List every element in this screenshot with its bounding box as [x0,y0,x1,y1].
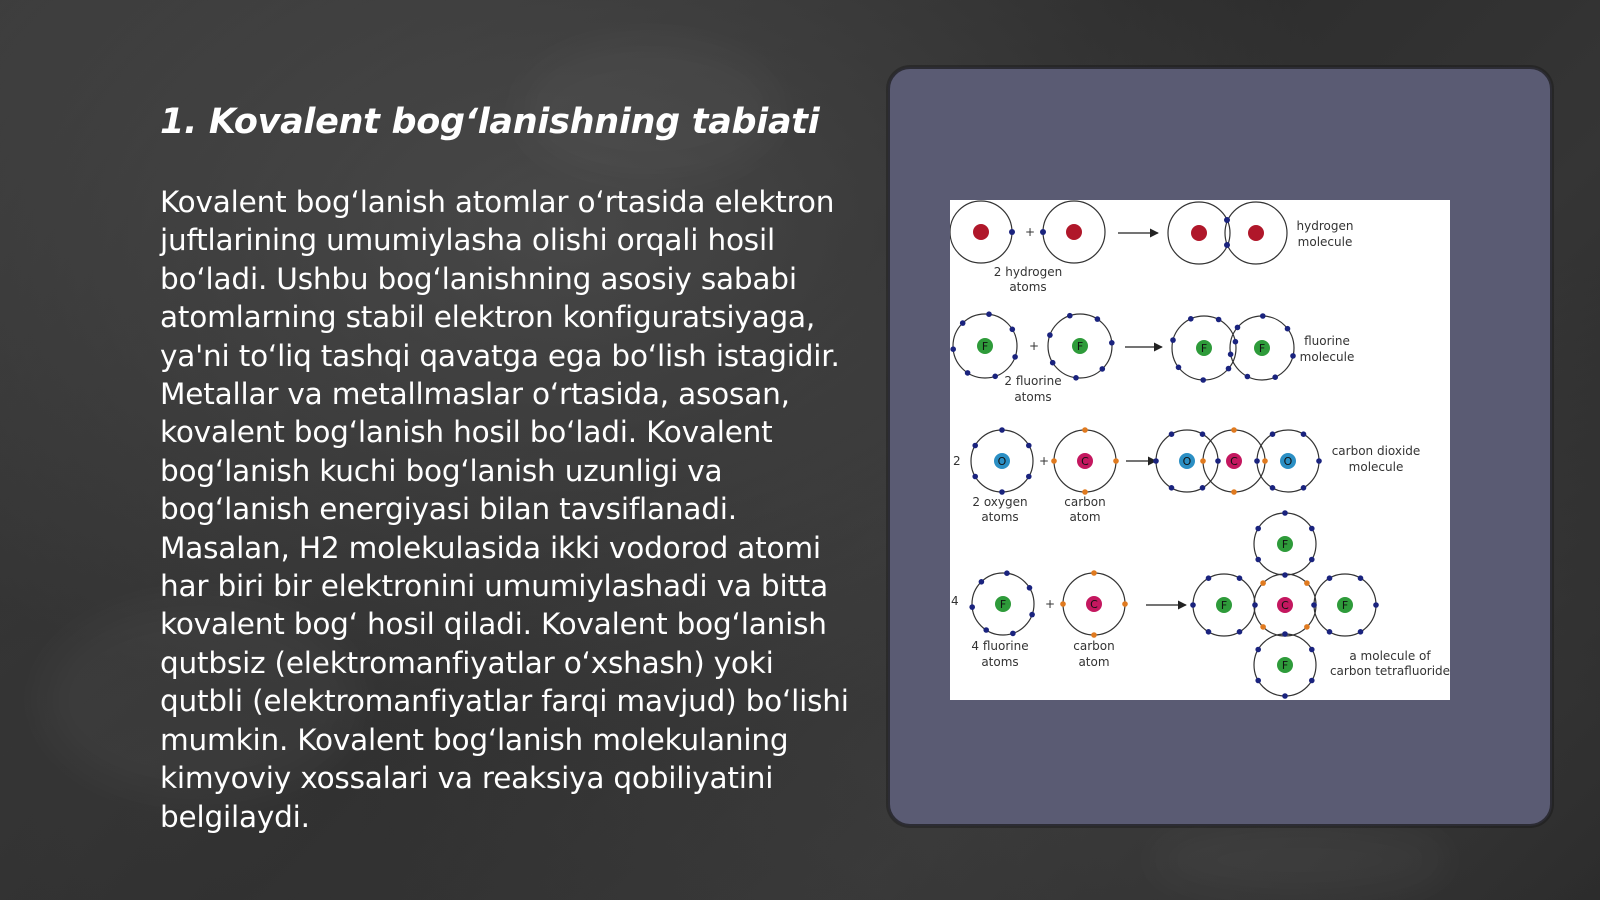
electron [1304,624,1310,630]
label-fluorine-molecule-line1: fluorine [1304,334,1350,348]
hydrogen-nucleus-1 [973,224,989,240]
electron [960,320,966,326]
electron [1113,458,1119,464]
electron [999,427,1005,433]
fluorine-symbol: F [1076,340,1084,353]
electron [1358,629,1364,635]
electron [1029,612,1035,618]
electron [1235,325,1241,331]
electron [1233,339,1239,345]
shared-electron [1224,217,1230,223]
electron [1270,431,1276,437]
fluorine-symbol: F [1200,342,1208,355]
electron [1252,602,1258,608]
electron [1200,377,1206,383]
electron [1216,317,1222,323]
electron [1073,375,1079,381]
electron [1373,602,1379,608]
electron [1082,489,1088,495]
electron [1091,632,1097,638]
row-carbon-dioxide [953,430,1420,524]
electron [1255,647,1261,653]
electron [1047,332,1053,338]
electron [979,579,985,585]
electron [1255,678,1261,684]
carbon-symbol: C [1281,599,1289,612]
electron [1301,485,1307,491]
electron [1010,631,1016,637]
label-cf4-molecule-line2: carbon tetrafluoride [1329,664,1450,678]
label-co2-molecule-line1: carbon dioxide [1331,444,1421,458]
label-fluorine-molecule-line2: molecule [1299,350,1355,364]
electron [1260,580,1266,586]
label-2-hydrogen-atoms-line2: atoms [1009,280,1047,294]
label-carbon-atom-line2: atom [1069,510,1101,524]
electron [1260,624,1266,630]
electron [1100,366,1106,372]
label-co2-molecule-line2: molecule [1348,460,1404,474]
label-4-fluorine-atoms-line2: atoms [981,655,1019,669]
coefficient-2: 2 [953,454,961,468]
electron [1188,316,1194,322]
electron [1260,313,1266,319]
electron [1245,374,1251,380]
label-2-oxygen-atoms-line2: atoms [981,510,1019,524]
electron [1316,458,1322,464]
label-carbon-atom-line1: carbon [1064,495,1106,509]
electron [1358,575,1364,581]
electron [1095,316,1101,322]
plus-sign: + [1039,454,1050,468]
fluorine-symbol: F [1281,659,1289,672]
electron [1027,585,1033,591]
electron [1228,352,1234,358]
fluorine-symbol: F [1341,599,1349,612]
electron [1282,631,1288,637]
slide-body-text: Kovalent bog‘lanish atomlar o‘rtasida elektron juftlarining umumiylasha olishi orqali hosil bo‘ladi. Ushbu bog‘lanishning asosiy sababi atomlarning stabil elektron konfiguratsiyaga, ya'ni to‘liq tashqi qavatga ega bo‘lish istagidir. Metallar va metallmaslar o‘rtasida, asosan, kovalent bog‘lanish hosil bo‘ladi. Kovalent bog‘lanish kuchi bog‘lanish uzunligi va bog‘lanish energiyasi bilan tavsiflanadi. Masalan, H2 molekulasida ikki vodorod atomi har biri bir elektronini umumiylashadi va bitta kovalent bog‘ hosil qiladi. Kovalent bog‘lanish qutbsiz (elektromanfiyatlar o‘xshash) yoki qutbli (elektromanfiyatlar farqi mavjud) bo‘lishi mumkin. Kovalent bog‘lanish molekulaning kimyoviy xossalari va reaksiya qobiliyatini belgilaydi. [160,185,849,834]
hydrogen-nucleus-2 [1066,224,1082,240]
electron [1122,601,1128,607]
electron [1051,458,1057,464]
electron [1176,365,1182,371]
electron [1309,678,1315,684]
fluorine-symbol: F [981,340,989,353]
electron [999,489,1005,495]
electron [1231,489,1237,495]
diagram-canvas [950,200,1450,700]
electron [1327,629,1333,635]
electron [1327,575,1333,581]
carbon-symbol: C [1090,598,1098,611]
electron [1190,602,1196,608]
label-cf4-molecule-line1: a molecule of [1349,649,1431,663]
electron [1169,431,1175,437]
electron [1200,485,1206,491]
row-hydrogen [950,201,1353,294]
electron [1067,313,1073,319]
fluorine-symbol: F [999,598,1007,611]
electron [1010,327,1016,333]
plus-sign: + [1025,225,1036,239]
label-hydrogen-molecule-line2: molecule [1297,235,1353,249]
label-carbon-atom-line2: atom [1078,655,1110,669]
electron [1290,353,1296,359]
electron [1091,570,1097,576]
electron [1215,458,1221,464]
label-carbon-atom-line1: carbon [1073,639,1115,653]
electron [1206,575,1212,581]
electron [1040,229,1046,235]
carbon-symbol: C [1230,455,1238,468]
electron [1050,360,1056,366]
electron [1282,693,1288,699]
electron [1262,458,1268,464]
electron [1311,602,1317,608]
electron [986,311,992,317]
electron [1226,366,1232,372]
electron [1200,458,1206,464]
label-2-fluorine-atoms-line1: 2 fluorine [1004,374,1062,388]
plus-sign: + [1029,339,1040,353]
electron [1026,474,1032,480]
electron [1231,427,1237,433]
electron [1237,629,1243,635]
oxygen-symbol: O [997,455,1007,468]
electron [1153,458,1159,464]
electron [1282,510,1288,516]
electron [1272,374,1278,380]
electron [1004,570,1010,576]
electron [1309,557,1315,563]
label-2-oxygen-atoms-line1: 2 oxygen [972,495,1028,509]
electron [1169,485,1175,491]
label-hydrogen-molecule-line1: hydrogen [1296,219,1354,233]
electron [1170,337,1176,343]
covalent-bond-diagram [950,200,1450,700]
electron [965,370,971,376]
electron [1060,601,1066,607]
slide-title: 1. Kovalent bog‘lanishning tabiati [160,102,820,142]
coefficient-4: 4 [951,594,959,608]
label-4-fluorine-atoms-line1: 4 fluorine [971,639,1029,653]
electron [1082,427,1088,433]
fluorine-symbol: F [1258,342,1266,355]
fluorine-symbol: F [1220,599,1228,612]
h2-nucleus-2 [1248,225,1264,241]
electron [1255,526,1261,532]
electron [1282,572,1288,578]
oxygen-symbol: O [1283,455,1293,468]
label-2-hydrogen-atoms-line1: 2 hydrogen [993,265,1063,279]
h2-nucleus-1 [1191,225,1207,241]
electron [1301,431,1307,437]
electron [1237,575,1243,581]
electron [1309,647,1315,653]
electron [1206,629,1212,635]
electron [972,474,978,480]
electron [992,374,998,380]
shared-electron [1224,242,1230,248]
electron [1109,340,1115,346]
electron [1200,431,1206,437]
electron [1012,354,1018,360]
electron [950,346,956,352]
electron [1254,458,1260,464]
electron [1304,580,1310,586]
electron [972,443,978,449]
plus-sign: + [1045,597,1056,611]
electron [983,627,989,633]
label-2-fluorine-atoms-line2: atoms [1014,390,1052,404]
electron [1285,326,1291,332]
electron [969,604,975,610]
electron [1255,557,1261,563]
oxygen-symbol: O [1182,455,1192,468]
electron [1009,229,1015,235]
electron [1270,485,1276,491]
fluorine-symbol: F [1281,538,1289,551]
carbon-symbol: C [1081,455,1089,468]
electron [1309,526,1315,532]
electron [1026,443,1032,449]
